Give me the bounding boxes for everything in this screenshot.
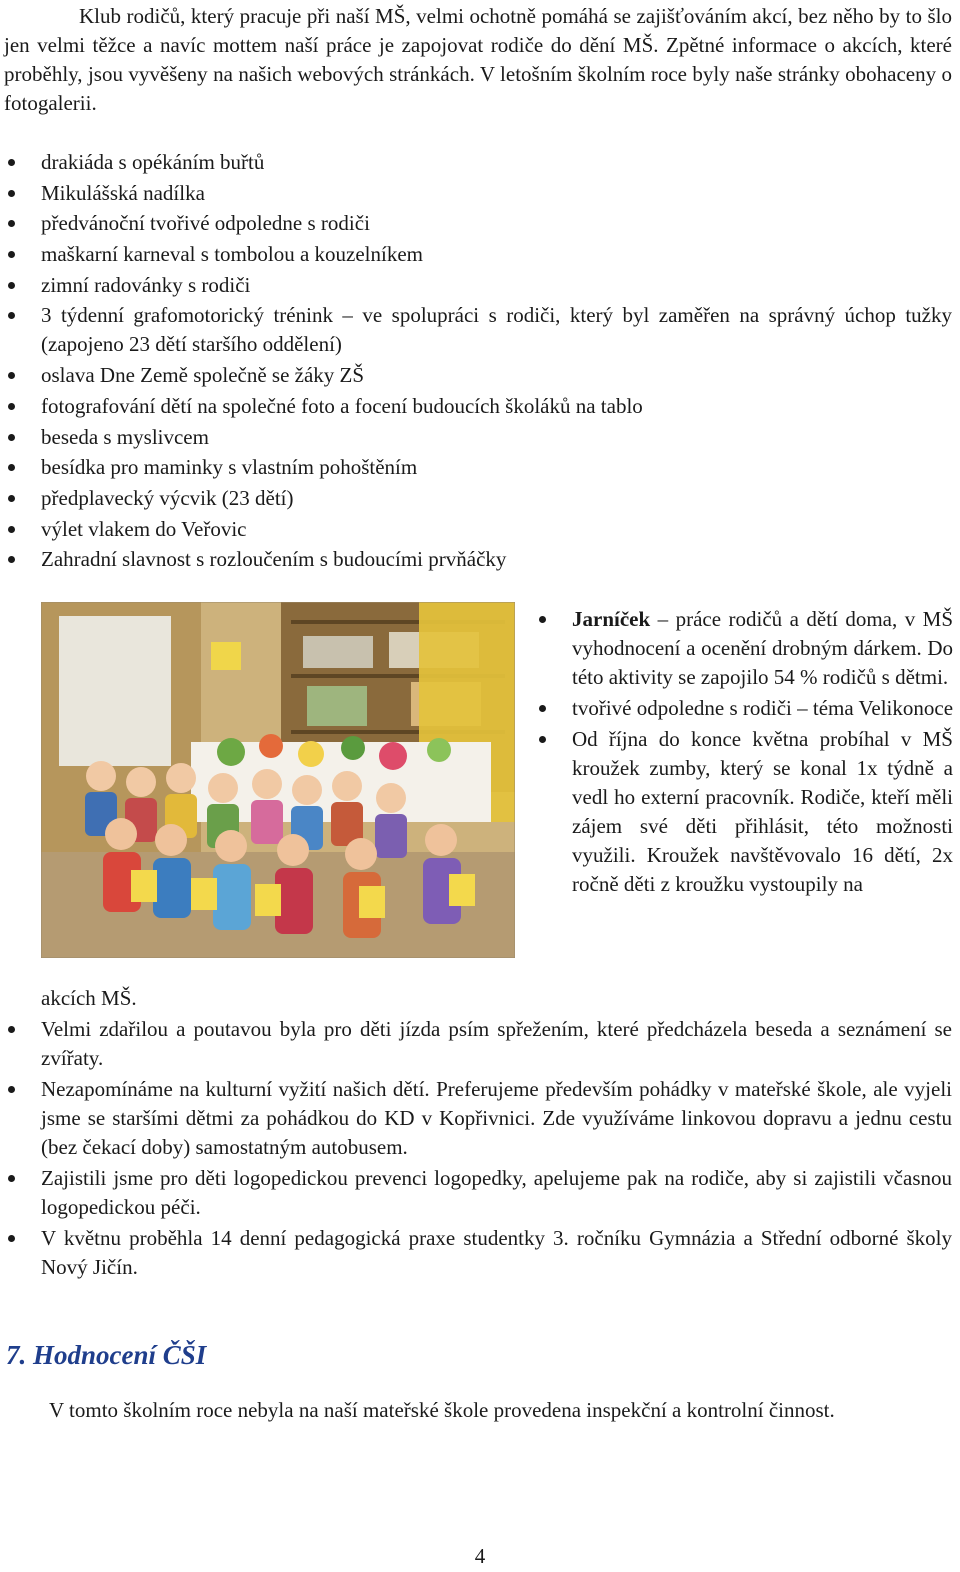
list-item: maškarní karneval s tombolou a kouzelníkem: [4, 240, 952, 269]
jarnicek-text: – práce rodičů a dětí doma, v MŠ vyhodnocení a ocenění drobným dárkem. Do této aktivity se zapojilo 54 % rodičů s dětmi.: [572, 607, 953, 689]
list-item: výlet vlakem do Veřovic: [4, 515, 952, 544]
list-item: beseda s myslivcem: [4, 423, 952, 452]
list-item: předplavecký výcvik (23 dětí): [4, 484, 952, 513]
list-item: Zajistili jsme pro děti logopedickou prevenci logopedky, apelujeme pak na rodiče, aby si zajistili včasnou logopedickou péči.: [4, 1164, 952, 1222]
intro-text: Klub rodičů, který pracuje při naší MŠ, velmi ochotně pomáhá se zajišťováním akcí, bez něho by to šlo jen velmi těžce a navíc mottem naší práce je zapojovat rodiče do dění MŠ. Zpětné informace o akcích, které proběhly, jsou vyvěšeny na našich webových stránkách. V letošním školním roce byly naše stránky obohaceny o fotogalerii.: [4, 4, 952, 115]
intro-paragraph: [4, 2, 952, 118]
more-events-list: [4, 1015, 952, 1284]
list-item: Mikulášská nadílka: [4, 179, 952, 208]
list-item: fotografování dětí na společné foto a focení budoucích školáků na tablo: [4, 392, 952, 421]
list-item: Od října do konce května probíhal v MŠ kroužek zumby, který se konal 1x týdně a vedl ho externí pracovník. Rodiče, kteří měli zájem své děti přihlásit, této možnosti využili. Kroužek navštěvovalo 16 dětí, 2x ročně děti z kroužku vystoupily na: [535, 725, 953, 899]
section-paragraph: [4, 1396, 952, 1425]
list-item: tvořivé odpoledne s rodiči – téma Velikonoce: [535, 694, 953, 723]
jarnicek-label: Jarníček: [572, 607, 651, 631]
events-list: [4, 148, 952, 576]
list-item: předvánoční tvořivé odpoledne s rodiči: [4, 209, 952, 238]
list-item: V květnu proběhla 14 denní pedagogická praxe studentky 3. ročníku Gymnázia a Střední odborné školy Nový Jičín.: [4, 1224, 952, 1282]
section-heading: 7. Hodnocení ČŠI: [6, 1340, 207, 1370]
children-group-photo: [41, 602, 515, 958]
list-item: [535, 605, 953, 692]
list-item: 3 týdenní grafomotorický trénink – ve spolupráci s rodiči, který byl zaměřen na správný úchop tužky (zapojeno 23 dětí staršího oddělení): [4, 301, 952, 359]
list-item: besídka pro maminky s vlastním pohoštěním: [4, 453, 952, 482]
side-activities-list: [535, 605, 953, 899]
section-text: V tomto školním roce nebyla na naší mateřské škole provedena inspekční a kontrolní činnost.: [49, 1398, 835, 1422]
page-number: 4: [474, 1544, 486, 1568]
list-item: Zahradní slavnost s rozloučením s budoucími prvňáčky: [4, 545, 952, 574]
list-item: Nezapomínáme na kulturní vyžití našich dětí. Preferujeme především pohádky v mateřské škole, ale vyjeli jsme se staršími dětmi za pohádkou do KD v Kopřivnici. Zde využíváme linkovou dopravu a jednu cestu (bez čekací doby) samostatným autobusem.: [4, 1075, 952, 1162]
list-item: zimní radovánky s rodiči: [4, 271, 952, 300]
list-item-continuation: akcích MŠ.: [41, 986, 137, 1010]
list-item: oslava Dne Země společně se žáky ZŠ: [4, 361, 952, 390]
list-item: drakiáda s opékáním buřtů: [4, 148, 952, 177]
list-item: Velmi zdařilou a poutavou byla pro děti jízda psím spřežením, které předcházela beseda a seznámení se zvířaty.: [4, 1015, 952, 1073]
